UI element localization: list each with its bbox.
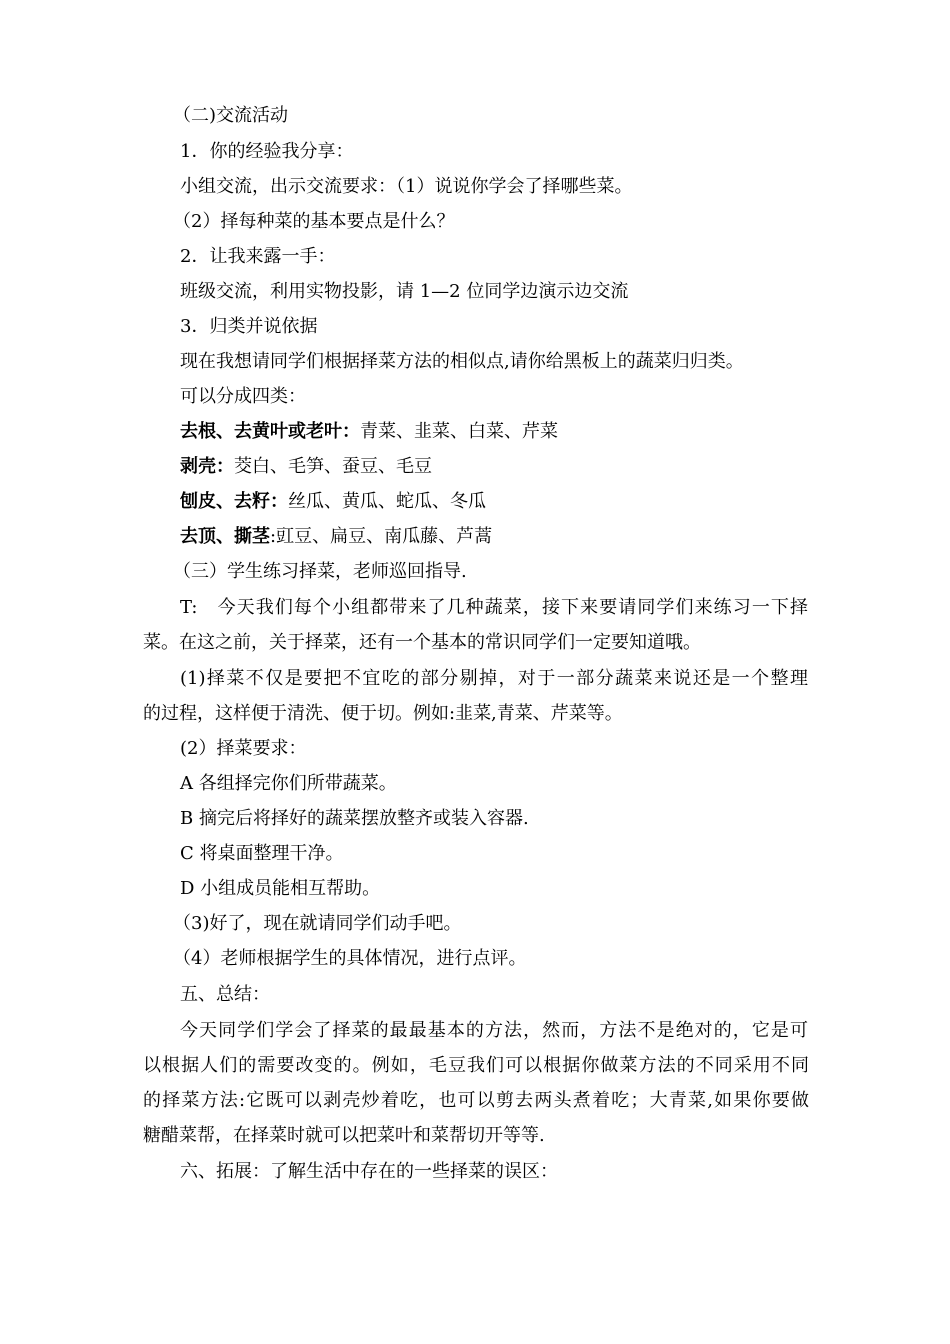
point4: （4）老师根据学生的具体情况，进行点评。 (173, 948, 527, 969)
four-types-intro: 可以分成四类： (180, 386, 306, 407)
requirement-d: D 小组成员能相互帮助。 (180, 878, 381, 899)
category-items: 青菜、韭菜、白菜、芹菜 (360, 421, 558, 442)
category-label: 刨皮、去籽： (180, 491, 288, 512)
item3-body: 现在我想请同学们根据择菜方法的相似点,请你给黑板上的蔬菜归归类。 (180, 351, 744, 372)
section2-heading: （二)交流活动 (173, 105, 289, 126)
summary-line-1: 今天同学们学会了择菜的最最基本的方法，然而，方法不是绝对的，它是可 (180, 1020, 808, 1041)
category-row (180, 525, 492, 549)
item3-title: 3．归类并说依据 (180, 316, 318, 337)
item1-title: 1．你的经验我分享： (180, 141, 354, 162)
category-label: 去顶、撕茎 (180, 526, 270, 547)
summary-line-4: 糖醋菜帮，在择菜时就可以把菜叶和菜帮切开等等. (143, 1125, 545, 1146)
category-items: :豇豆、扁豆、南瓜藤、芦蒿 (270, 526, 493, 547)
summary-heading: 五、总结： (180, 984, 270, 1005)
item1-body-b: （2）择每种菜的基本要点是什么？ (173, 211, 455, 232)
point3: （3)好了，现在就请同学们动手吧。 (173, 913, 462, 934)
extension-heading: 六、拓展：了解生活中存在的一些择菜的误区： (180, 1161, 558, 1182)
category-row (180, 490, 486, 514)
category-row (180, 455, 432, 479)
teacher-line-1: T: 今天我们每个小组都带来了几种蔬菜，接下来要请同学们来练习一下择 (180, 597, 808, 618)
category-items: 茭白、毛笋、蚕豆、毛豆 (234, 456, 432, 477)
category-items: 丝瓜、黄瓜、蛇瓜、冬瓜 (288, 491, 486, 512)
section3-heading: （三）学生练习择菜，老师巡回指导. (173, 561, 467, 582)
teacher-line-2: 菜。在这之前，关于择菜，还有一个基本的常识同学们一定要知道哦。 (143, 632, 701, 653)
item2-title: 2．让我来露一手： (180, 246, 336, 267)
requirement-b: B 摘完后将择好的蔬菜摆放整齐或装入容器. (180, 808, 529, 829)
point1-line-2: 的过程，这样便于清洗、便于切。例如:韭菜,青菜、芹菜等。 (143, 703, 623, 724)
category-label: 去根、去黄叶或老叶： (180, 421, 360, 442)
requirement-c: C 将桌面整理干净。 (180, 843, 344, 864)
requirement-a: A 各组择完你们所带蔬菜。 (180, 773, 397, 794)
point2-title: (2）择菜要求： (180, 738, 307, 759)
point1-line-1: (1)择菜不仅是要把不宜吃的部分剔掉，对于一部分蔬菜来说还是一个整理 (180, 668, 808, 689)
summary-line-3: 的择菜方法:它既可以剥壳炒着吃，也可以剪去两头煮着吃；大青菜,如果你要做 (143, 1090, 809, 1111)
summary-line-2: 以根据人们的需要改变的。例如，毛豆我们可以根据你做菜方法的不同采用不同 (143, 1055, 809, 1076)
category-label: 剥壳： (180, 456, 234, 477)
category-row (180, 420, 558, 444)
item1-body-a: 小组交流，出示交流要求：（1）说说你学会了择哪些菜。 (180, 176, 633, 197)
item2-body: 班级交流，利用实物投影，请 1—2 位同学边演示边交流 (180, 281, 629, 302)
